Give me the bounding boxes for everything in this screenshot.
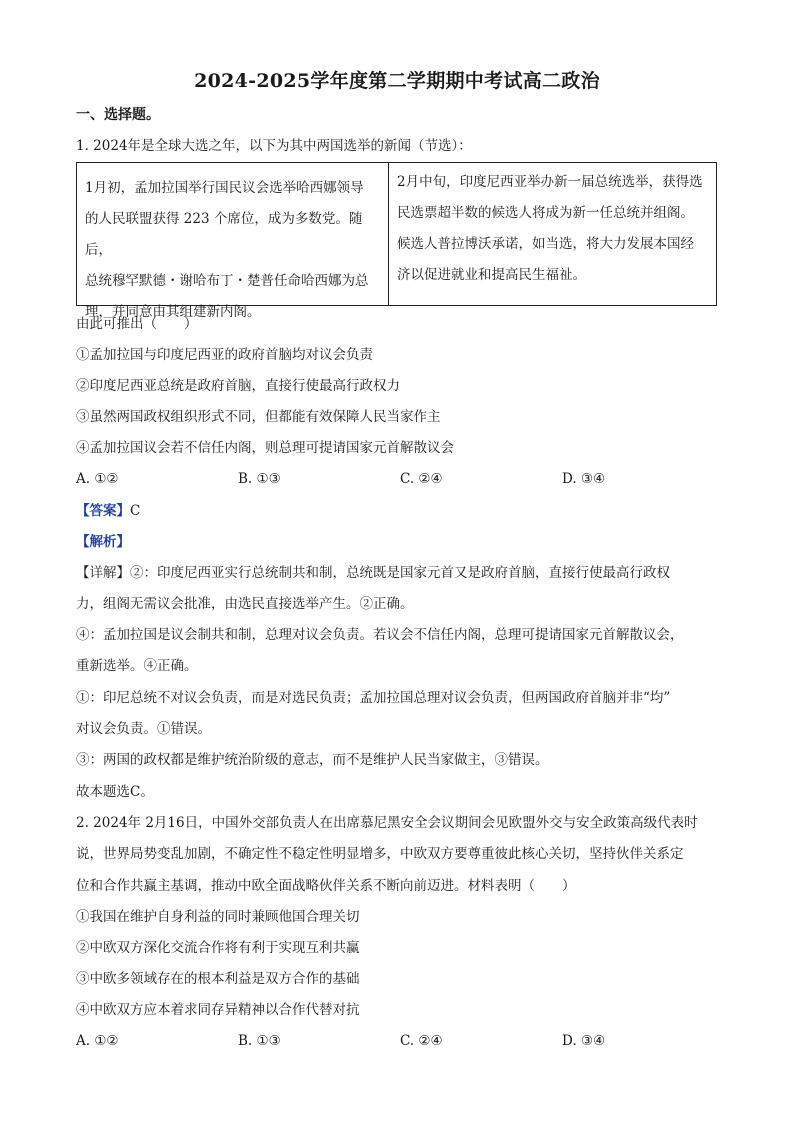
option-b[interactable]: B. ①③ [238,1033,281,1049]
q1-prompt: 由此可推出（ ） [76,316,198,332]
option-c[interactable]: C. ②④ [400,1033,443,1049]
analysis-text: ②：印度尼西亚实行总统制共和制，总统既是国家元首又是政府首脑，直接行使最高行政权 [130,565,670,581]
option-d[interactable]: D. ③④ [562,471,606,487]
q2-item: ③中欧多领域存在的根本利益是双方合作的基础 [76,971,360,987]
section-heading: 一、选择题。 [76,107,160,123]
q1-stem: 1. 2024年是全球大选之年，以下为其中两国选举的新闻（节选）： [76,138,472,154]
news-line: 的人民联盟获得 223 个席位，成为多数党。随后， [85,211,363,258]
q1-item: ③虽然两国政权组织形式不同，但都能有效保障人民当家作主 [76,409,441,425]
news-line: 1月初，孟加拉国举行国民议会选举哈西娜领导 [85,180,364,196]
page-title: 2024-2025学年度第二学期期中考试高二政治 [194,70,600,92]
news-line: 理，并同意由其组建新内阁。 [85,304,261,320]
answer-value: C [130,503,141,519]
news-line: 民选票超半数的候选人将成为新一任总统并组阁。 [397,205,694,221]
analysis-line: ③：两国的政权都是维护统治阶级的意志，而不是维护人民当家做主，③错误。 [76,752,549,768]
option-a[interactable]: A. ①② [76,471,119,487]
q2-item: ②中欧双方深化交流合作将有利于实现互利共赢 [76,940,360,956]
news-table [76,162,717,320]
q2-stem: 说，世界局势变乱加剧，不确定性不稳定性明显增多，中欧双方要尊重彼此核心关切，坚持伙伴关系定 [76,846,684,862]
q1-item: ①孟加拉国与印度尼西亚的政府首脑均对议会负责 [76,347,373,363]
news-cell-indonesia [389,163,716,305]
option-a[interactable]: A. ①② [76,1033,119,1049]
analysis-line: ①：印尼总统不对议会负责，而是对选民负责；孟加拉国总理对议会负责，但两国政府首脑并非“均” [76,690,671,706]
q2-stem: 位和合作共赢主基调，推动中欧全面战略伙伴关系不断向前迈进。材料表明（ ） [76,878,576,894]
option-c[interactable]: C. ②④ [400,471,443,487]
analysis-line: 重新选举。④正确。 [76,658,198,674]
analysis-label: 【解析】 [76,534,130,550]
option-d[interactable]: D. ③④ [562,1033,606,1049]
answer-line [76,501,140,521]
analysis-line [76,563,670,583]
q1-item: ②印度尼西亚总统是政府首脑，直接行使最高行政权力 [76,378,400,394]
q2-item: ①我国在维护自身利益的同时兼顾他国合理关切 [76,909,360,925]
news-cell-bangladesh [77,163,389,320]
q1-item: ④孟加拉国议会若不信任内阁，则总理可提请国家元首解散议会 [76,440,454,456]
news-line: 总统穆罕默德・谢哈布丁・楚普任命哈西娜为总 [85,273,369,289]
analysis-line: 故本题选C。 [76,784,154,800]
q2-stem: 2. 2024年 2月16日，中国外交部负责人在出席慕尼黑安全会议期间会见欧盟外交与安全政策高级代表时 [76,815,698,831]
news-line: 2月中旬，印度尼西亚举办新一届总统选举，获得选 [397,174,703,190]
news-line: 济以促进就业和提高民生福祉。 [397,267,586,283]
analysis-line: ④：孟加拉国是议会制共和制，总理对议会负责。若议会不信任内阁，总理可提请国家元首解散议会， [76,627,684,643]
news-line: 候选人普拉博沃承诺，如当选，将大力发展本国经 [397,236,694,252]
answer-label: 【答案】 [76,503,130,519]
analysis-line: 力，组阁无需议会批准，由选民直接选举产生。②正确。 [76,596,414,612]
q2-item: ④中欧双方应本着求同存异精神以合作代替对抗 [76,1002,360,1018]
detail-label: 【详解】 [76,565,130,581]
option-b[interactable]: B. ①③ [238,471,281,487]
analysis-line: 对议会负责。①错误。 [76,721,211,737]
